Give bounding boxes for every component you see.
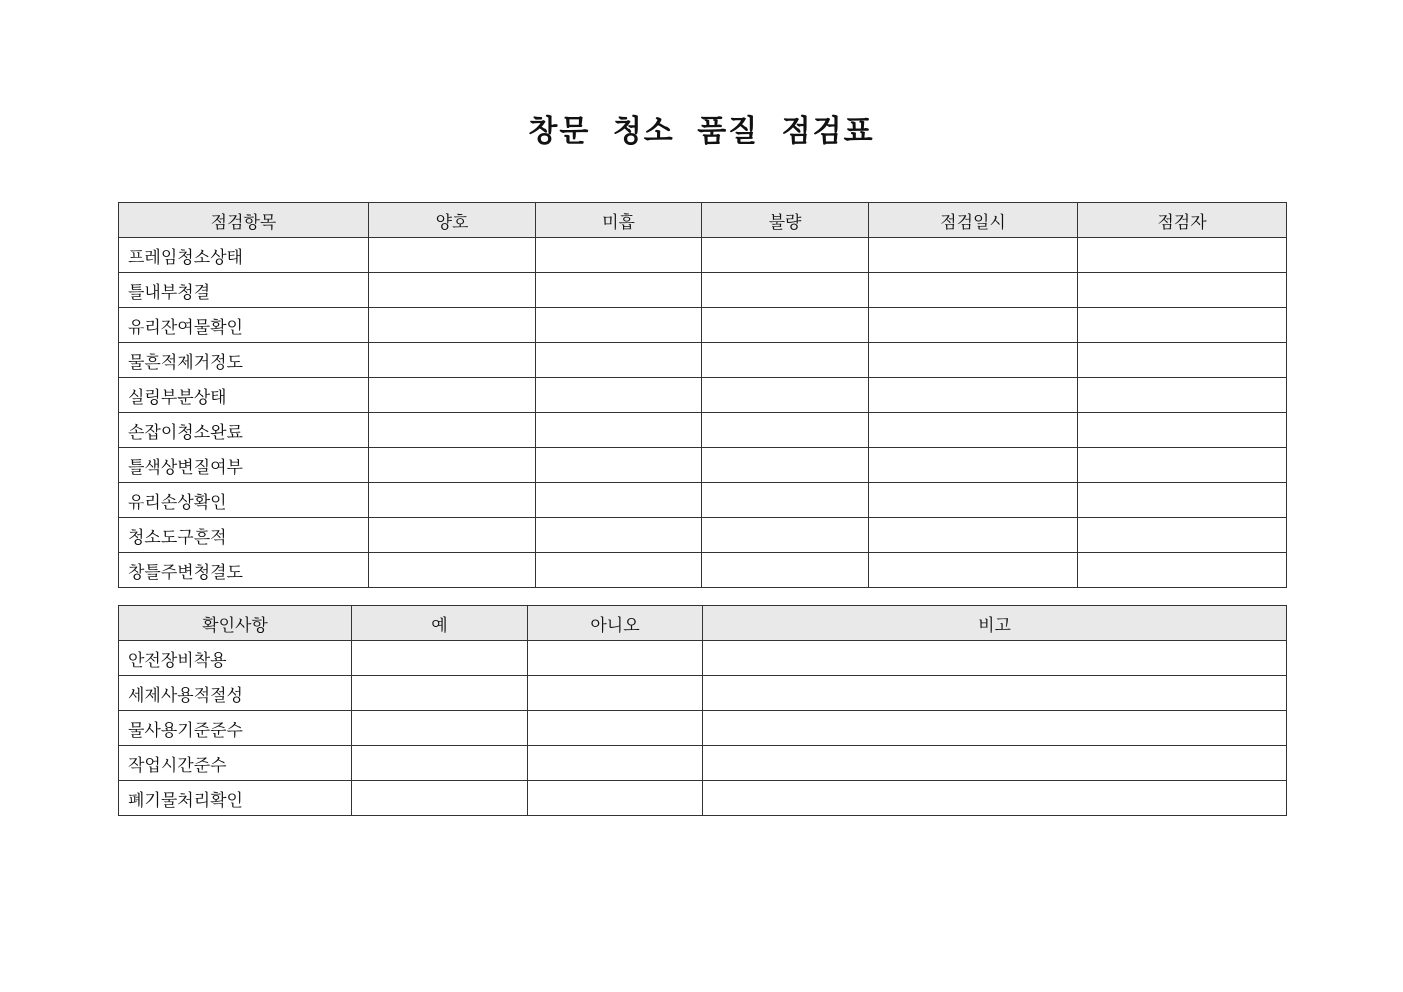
header-poor: 불량 (702, 203, 869, 238)
remarks-cell[interactable] (703, 711, 1287, 746)
row-label: 창틀주변청결도 (119, 553, 369, 588)
no-cell[interactable] (528, 676, 703, 711)
yes-cell[interactable] (352, 781, 528, 816)
good-cell[interactable] (369, 343, 536, 378)
row-label: 물사용기준준수 (119, 711, 352, 746)
inspection-row (119, 448, 1287, 483)
inspection-row (119, 343, 1287, 378)
inspector-cell[interactable] (1078, 273, 1287, 308)
datetime-cell[interactable] (869, 273, 1078, 308)
remarks-cell[interactable] (703, 641, 1287, 676)
poor-cell[interactable] (702, 238, 869, 273)
insufficient-cell[interactable] (536, 413, 702, 448)
inspection-header-row (119, 203, 1287, 238)
datetime-cell[interactable] (869, 238, 1078, 273)
good-cell[interactable] (369, 518, 536, 553)
inspector-cell[interactable] (1078, 448, 1287, 483)
confirmation-row (119, 711, 1287, 746)
datetime-cell[interactable] (869, 448, 1078, 483)
insufficient-cell[interactable] (536, 378, 702, 413)
header-remarks: 비고 (703, 606, 1287, 641)
header-insufficient: 미흡 (536, 203, 702, 238)
header-no: 아니오 (528, 606, 703, 641)
datetime-cell[interactable] (869, 378, 1078, 413)
remarks-cell[interactable] (703, 781, 1287, 816)
row-label: 청소도구흔적 (119, 518, 369, 553)
inspector-cell[interactable] (1078, 518, 1287, 553)
yes-cell[interactable] (352, 676, 528, 711)
good-cell[interactable] (369, 273, 536, 308)
inspector-cell[interactable] (1078, 343, 1287, 378)
inspector-cell[interactable] (1078, 238, 1287, 273)
poor-cell[interactable] (702, 413, 869, 448)
insufficient-cell[interactable] (536, 448, 702, 483)
row-label: 작업시간준수 (119, 746, 352, 781)
datetime-cell[interactable] (869, 553, 1078, 588)
confirmation-row (119, 641, 1287, 676)
insufficient-cell[interactable] (536, 343, 702, 378)
row-label: 유리잔여물확인 (119, 308, 369, 343)
inspection-row (119, 273, 1287, 308)
confirmation-row (119, 781, 1287, 816)
confirmation-row (119, 746, 1287, 781)
row-label: 손잡이청소완료 (119, 413, 369, 448)
poor-cell[interactable] (702, 308, 869, 343)
header-confirmation-item: 확인사항 (119, 606, 352, 641)
poor-cell[interactable] (702, 483, 869, 518)
good-cell[interactable] (369, 378, 536, 413)
no-cell[interactable] (528, 781, 703, 816)
poor-cell[interactable] (702, 273, 869, 308)
inspection-table (118, 202, 1287, 588)
no-cell[interactable] (528, 711, 703, 746)
insufficient-cell[interactable] (536, 518, 702, 553)
inspector-cell[interactable] (1078, 483, 1287, 518)
row-label: 유리손상확인 (119, 483, 369, 518)
inspection-row (119, 413, 1287, 448)
inspector-cell[interactable] (1078, 308, 1287, 343)
remarks-cell[interactable] (703, 676, 1287, 711)
inspector-cell[interactable] (1078, 553, 1287, 588)
row-label: 세제사용적절성 (119, 676, 352, 711)
yes-cell[interactable] (352, 641, 528, 676)
poor-cell[interactable] (702, 343, 869, 378)
header-inspection-item: 점검항목 (119, 203, 369, 238)
row-label: 프레임청소상태 (119, 238, 369, 273)
row-label: 폐기물처리확인 (119, 781, 352, 816)
remarks-cell[interactable] (703, 746, 1287, 781)
good-cell[interactable] (369, 483, 536, 518)
no-cell[interactable] (528, 641, 703, 676)
good-cell[interactable] (369, 308, 536, 343)
inspection-row (119, 553, 1287, 588)
header-good: 양호 (369, 203, 536, 238)
yes-cell[interactable] (352, 746, 528, 781)
row-label: 실링부분상태 (119, 378, 369, 413)
inspection-row (119, 483, 1287, 518)
no-cell[interactable] (528, 746, 703, 781)
row-label: 안전장비착용 (119, 641, 352, 676)
poor-cell[interactable] (702, 518, 869, 553)
confirmation-table (118, 605, 1287, 816)
poor-cell[interactable] (702, 448, 869, 483)
inspection-row (119, 378, 1287, 413)
confirmation-header-row (119, 606, 1287, 641)
header-yes: 예 (352, 606, 528, 641)
insufficient-cell[interactable] (536, 308, 702, 343)
row-label: 틀내부청결 (119, 273, 369, 308)
insufficient-cell[interactable] (536, 553, 702, 588)
poor-cell[interactable] (702, 553, 869, 588)
inspection-row (119, 518, 1287, 553)
header-inspector: 점검자 (1078, 203, 1287, 238)
insufficient-cell[interactable] (536, 483, 702, 518)
yes-cell[interactable] (352, 711, 528, 746)
datetime-cell[interactable] (869, 483, 1078, 518)
datetime-cell[interactable] (869, 413, 1078, 448)
inspector-cell[interactable] (1078, 413, 1287, 448)
row-label: 틀색상변질여부 (119, 448, 369, 483)
good-cell[interactable] (369, 553, 536, 588)
datetime-cell[interactable] (869, 518, 1078, 553)
datetime-cell[interactable] (869, 343, 1078, 378)
good-cell[interactable] (369, 238, 536, 273)
row-label: 물흔적제거정도 (119, 343, 369, 378)
confirmation-row (119, 676, 1287, 711)
datetime-cell[interactable] (869, 308, 1078, 343)
insufficient-cell[interactable] (536, 273, 702, 308)
inspector-cell[interactable] (1078, 378, 1287, 413)
inspection-row (119, 308, 1287, 343)
inspection-row (119, 238, 1287, 273)
good-cell[interactable] (369, 413, 536, 448)
poor-cell[interactable] (702, 378, 869, 413)
header-inspection-datetime: 점검일시 (869, 203, 1078, 238)
good-cell[interactable] (369, 448, 536, 483)
insufficient-cell[interactable] (536, 238, 702, 273)
document-title: 창문 청소 품질 점검표 (528, 114, 875, 149)
